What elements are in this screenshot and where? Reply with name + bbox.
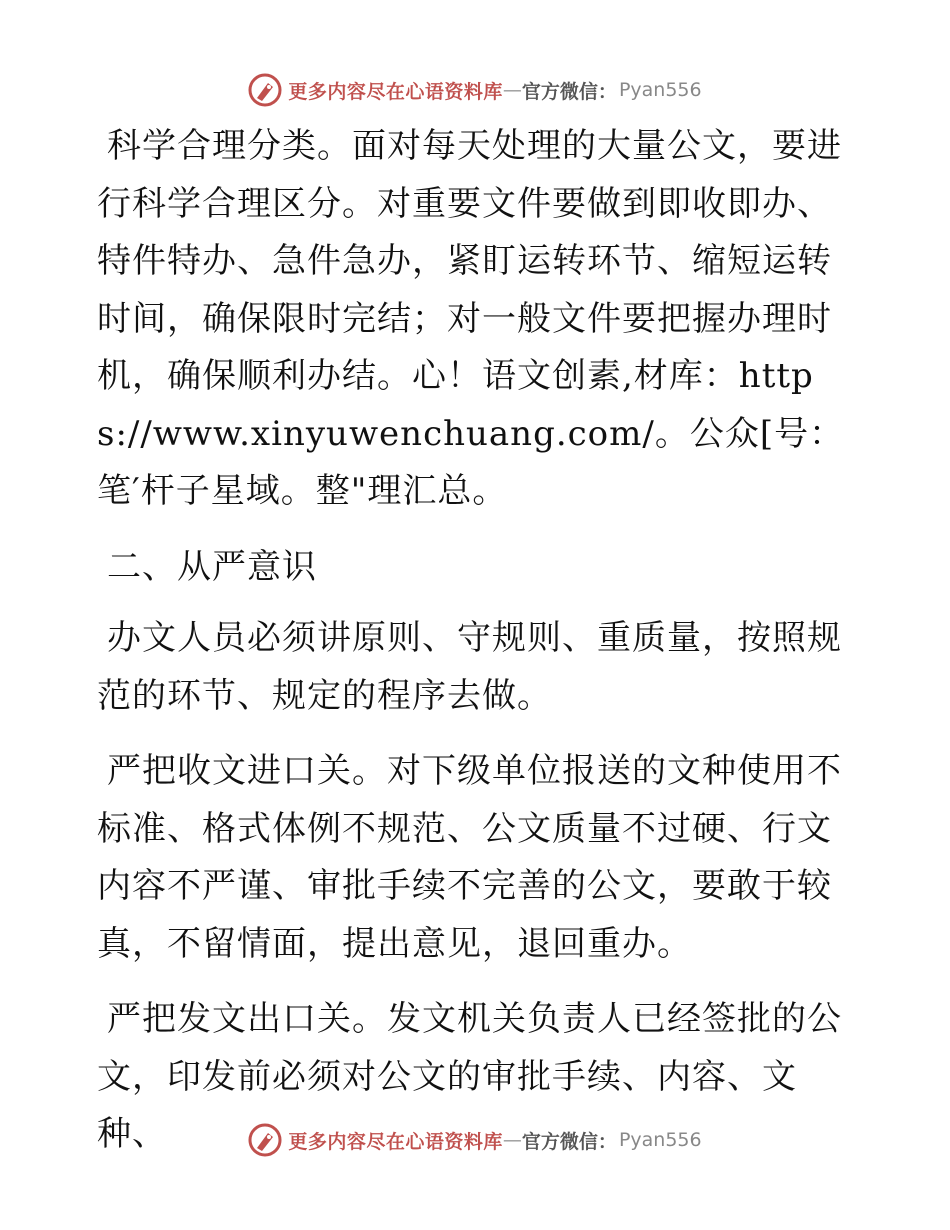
pen-nib-logo-icon bbox=[248, 73, 282, 107]
footer-banner bbox=[0, 1120, 950, 1160]
footer-wechat-label: 官方微信： bbox=[521, 1130, 617, 1153]
paragraph-classification: 科学合理分类。面对每天处理的大量公文，要进行科学合理区分。对重要文件要做到即收即办、特件特办、急件急办，紧盯运转环节、缩短运转时间，确保限时完结；对一般文件要把握办理时机，确保顺利办结。心！语文创素,材库：https://www.xinyuwenchuang.com/。公众[号：笔′杆子星域。整"理汇总。 bbox=[97, 126, 845, 511]
header-wechat-label: 官方微信： bbox=[521, 80, 617, 103]
footer-site-text: 更多内容尽在心语资料库 bbox=[288, 1130, 503, 1153]
pen-nib-logo-icon bbox=[248, 1123, 282, 1157]
footer-dash: — bbox=[502, 1129, 522, 1151]
paragraph-incoming-check: 严把收文进口关。对下级单位报送的文种使用不标准、格式体例不规范、公文质量不过硬、行文内容不严谨、审批手续不完善的公文，要敢于较真，不留情面，提出意见，退回重办。 bbox=[97, 751, 842, 964]
paragraph-outgoing-check: 严把发文出口关。发文机关负责人已经签批的公文，印发前必须对公文的审批手续、内容、文种、 bbox=[97, 999, 842, 1154]
footer-wechat-id: Pyan556 bbox=[618, 1129, 702, 1151]
paragraph-principles: 办文人员必须讲原则、守规则、重质量，按照规范的环节、规定的程序去做。 bbox=[97, 618, 842, 716]
header-site-text: 更多内容尽在心语资料库 bbox=[288, 80, 503, 103]
document-body bbox=[97, 118, 857, 1182]
header-banner bbox=[0, 70, 950, 110]
header-dash: — bbox=[502, 79, 522, 101]
header-wechat-id: Pyan556 bbox=[618, 79, 702, 101]
section-heading: 二、从严意识 bbox=[107, 546, 317, 587]
